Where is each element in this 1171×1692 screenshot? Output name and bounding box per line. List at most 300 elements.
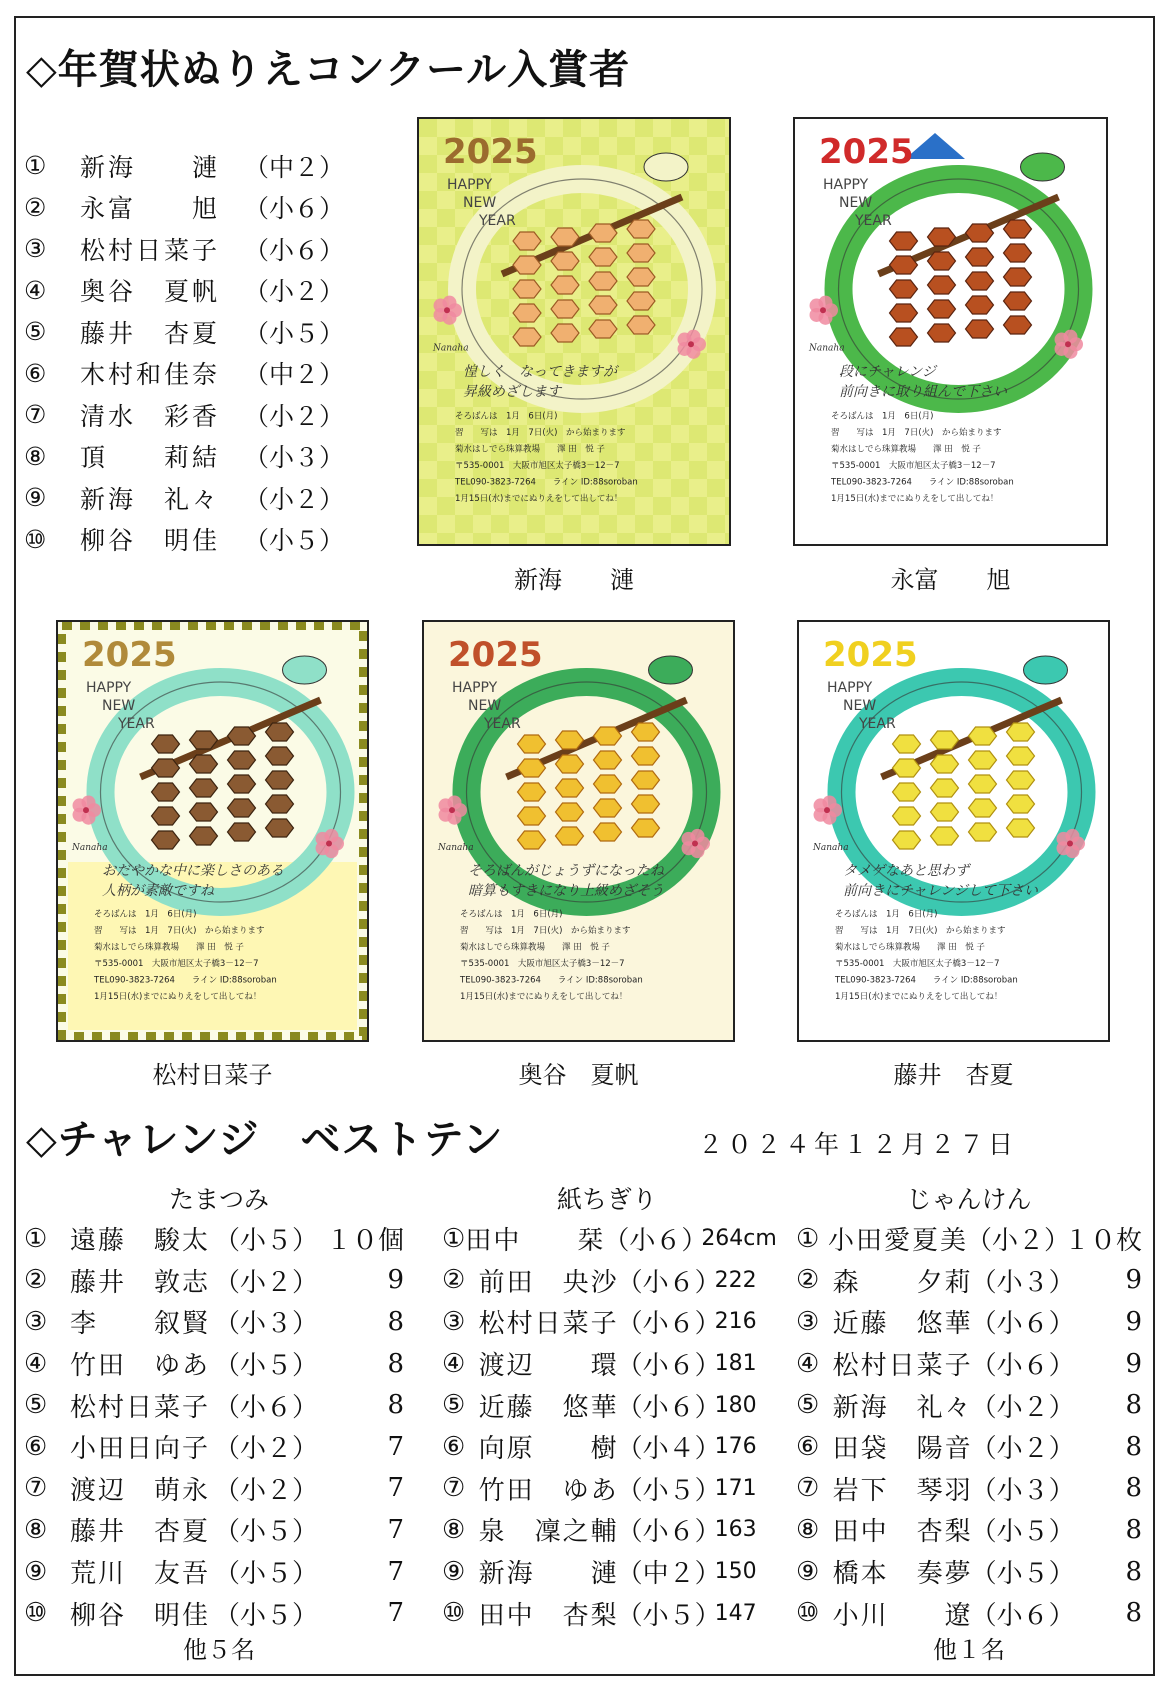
rank-mark: ④ <box>442 1348 466 1379</box>
card-info-line: 菊水はしでら珠算教場 澤 田 悦 子 <box>94 942 244 953</box>
rank-mark: ⑦ <box>24 1473 48 1504</box>
abacus-bead <box>931 731 959 749</box>
card-caption: 永富 旭 <box>890 566 1011 594</box>
abacus-bead <box>632 819 660 837</box>
rank-mark: ⑥ <box>24 358 47 388</box>
abacus-bead <box>969 799 997 817</box>
card-wish: 段にチャレンジ <box>839 364 936 381</box>
score-value: 8 <box>1125 1431 1142 1462</box>
abacus-bead <box>266 723 294 741</box>
rank-mark: ① <box>24 151 47 181</box>
rank-mark: ⑩ <box>24 1598 48 1629</box>
card-greeting: HAPPY <box>823 177 869 193</box>
rank-mark: ② <box>24 192 47 222</box>
entrant-name: 李 叙賢 <box>70 1309 211 1340</box>
rank-mark: ③ <box>796 1306 820 1337</box>
card-1 <box>417 117 731 546</box>
card-info-line: 菊水はしでら珠算教場 澤 田 悦 子 <box>455 444 605 455</box>
ranking-row <box>796 1551 1142 1593</box>
card-illustration <box>58 622 367 1040</box>
score-value: 8 <box>1125 1514 1142 1545</box>
card-info-line: TEL090-3823-7264 ライン ID:88soroban <box>455 477 638 488</box>
abacus-bead <box>551 276 579 294</box>
card-greeting: NEW <box>839 195 873 211</box>
abacus-bead <box>594 823 622 841</box>
winner-row <box>24 228 344 270</box>
card-info-line: 〒535-0001 大阪市旭区太子橋3－12－7 <box>455 461 620 472</box>
entrant-grade: （小４） <box>616 1434 721 1465</box>
score-value: 7 <box>387 1556 404 1587</box>
winner-grade: （中２） <box>244 360 345 390</box>
abacus-bead <box>627 244 655 262</box>
winner-grade: （小６） <box>244 235 345 265</box>
abacus-bead <box>928 276 956 294</box>
rank-mark: ④ <box>24 275 47 305</box>
score-value: 9 <box>1125 1348 1142 1379</box>
card-caption: 松村日菜子 <box>152 1061 273 1089</box>
rank-mark: ⑧ <box>442 1514 466 1545</box>
card-illustration <box>795 119 1106 544</box>
entrant-name: 泉 凜之輔 <box>478 1517 619 1548</box>
abacus-bead <box>551 252 579 270</box>
abacus-bead <box>551 300 579 318</box>
winner-row <box>24 311 344 353</box>
entrant-name: 小田日向子 <box>70 1434 211 1465</box>
entrant-grade: （小２） <box>214 1267 319 1298</box>
abacus-bead <box>556 827 584 845</box>
entrant-name: 向原 樹 <box>478 1434 619 1465</box>
entrant-grade: （小２） <box>965 1226 1070 1257</box>
rank-mark: ⑦ <box>796 1473 820 1504</box>
card-greeting: HAPPY <box>827 680 873 696</box>
entrant-grade: （小５） <box>214 1351 319 1382</box>
card-signature: Nanaha <box>438 842 474 853</box>
card-year: 2025 <box>443 132 538 172</box>
winner-name: 藤井 杏夏 <box>80 318 221 348</box>
ranking-row <box>442 1384 772 1426</box>
ranking-row <box>442 1218 777 1260</box>
rank-mark: ⑨ <box>796 1556 820 1587</box>
entrant-grade: （中２） <box>616 1559 721 1590</box>
entrant-name: 竹田 ゆあ <box>478 1475 619 1506</box>
ranking-row <box>24 1301 414 1343</box>
entrant-grade: （小５） <box>970 1517 1075 1548</box>
card-illustration <box>424 622 733 1040</box>
card-signature: Nanaha <box>72 842 108 853</box>
abacus-bead <box>893 807 921 825</box>
winner-row <box>24 436 344 478</box>
abacus-bead <box>594 727 622 745</box>
abacus-bead <box>890 304 918 322</box>
score-value: 9 <box>1125 1306 1142 1337</box>
entrant-name: 田中 杏梨 <box>478 1600 619 1631</box>
winner-grade: （小２） <box>244 401 345 431</box>
abacus-bead <box>890 328 918 346</box>
card-caption: 奥谷 夏帆 <box>518 1061 639 1089</box>
card-info-line: 〒535-0001 大阪市旭区太子橋3－12－7 <box>835 959 1000 970</box>
entrant-grade: （小２） <box>214 1475 319 1506</box>
ranking-row <box>24 1426 414 1468</box>
winner-row <box>24 145 344 187</box>
abacus-bead <box>551 228 579 246</box>
entrant-grade: （小５） <box>616 1475 721 1506</box>
column-kamichigiri <box>442 1180 777 1666</box>
card-info-line: そろばんは 1月 6日(月) <box>94 909 197 920</box>
card-info-line: 菊水はしでら珠算教場 澤 田 悦 子 <box>460 942 610 953</box>
abacus-bead <box>228 751 256 769</box>
entrant-name: 小田愛夏美 <box>827 1226 968 1257</box>
abacus-bead <box>632 723 660 741</box>
winner-grade: （小５） <box>244 526 345 556</box>
card-greeting: NEW <box>468 698 502 714</box>
date-label: ２０２４年１２月２７日 <box>698 1130 1018 1159</box>
entrant-name: 松村日菜子 <box>70 1392 211 1423</box>
entrant-name: 藤井 杏夏 <box>70 1517 211 1548</box>
ranking-row <box>796 1384 1142 1426</box>
abacus-bead <box>627 220 655 238</box>
score-value: 7 <box>387 1431 404 1462</box>
ranking-row <box>442 1301 772 1343</box>
abacus-bead <box>1004 244 1032 262</box>
abacus-bead <box>228 727 256 745</box>
abacus-bead <box>627 292 655 310</box>
rank-mark: ⑩ <box>442 1598 466 1629</box>
card-info-line: そろばんは 1月 6日(月) <box>831 411 934 422</box>
column-title: じゃんけん <box>906 1185 1032 1214</box>
entrant-grade: （小６） <box>970 1351 1075 1382</box>
abacus-bead <box>966 272 994 290</box>
abacus-bead <box>966 320 994 338</box>
ranking-row <box>796 1218 1142 1260</box>
entrant-grade: （小２） <box>214 1434 319 1465</box>
abacus-bead <box>632 747 660 765</box>
entrant-name: 荒川 友吾 <box>70 1559 211 1590</box>
winner-name: 新海 漣 <box>80 152 221 182</box>
abacus-bead <box>513 280 541 298</box>
score-value: 163 <box>714 1517 757 1543</box>
ranking-row <box>24 1260 414 1302</box>
score-value: 222 <box>714 1267 757 1293</box>
abacus-bead <box>228 823 256 841</box>
rank-mark: ⑥ <box>796 1431 820 1462</box>
abacus-bead <box>969 775 997 793</box>
rank-mark: ⑤ <box>24 317 47 347</box>
abacus-bead <box>1004 268 1032 286</box>
abacus-bead <box>589 320 617 338</box>
entrant-name: 遠藤 駿太 <box>70 1226 211 1257</box>
winner-grade: （小６） <box>244 194 345 224</box>
entrant-grade: （小６） <box>970 1309 1075 1340</box>
abacus-bead <box>518 783 546 801</box>
card-greeting: YEAR <box>118 716 155 732</box>
rank-mark: ⑨ <box>24 1556 48 1587</box>
card-info-line: 菊水はしでら珠算教場 澤 田 悦 子 <box>831 444 981 455</box>
card-year: 2025 <box>819 132 914 172</box>
card-info-line: 習 写は 1月 7日(火) から始まります <box>94 926 265 937</box>
abacus-bead <box>556 803 584 821</box>
abacus-bead <box>928 252 956 270</box>
abacus-bead <box>190 779 218 797</box>
abacus-bead <box>1007 819 1035 837</box>
abacus-bead <box>893 783 921 801</box>
abacus-bead <box>594 751 622 769</box>
card-info-line: TEL090-3823-7264 ライン ID:88soroban <box>831 477 1014 488</box>
card-info-line: 1月15日(水)までにぬりえをして出してね！ <box>455 494 623 505</box>
column-tamatsumi <box>24 1180 414 1666</box>
entrant-name: 近藤 悠華 <box>832 1309 973 1340</box>
card-year: 2025 <box>823 635 918 675</box>
rank-mark: ① <box>442 1223 466 1254</box>
card-wish: 前向きに取り組んで下さい <box>839 384 1007 401</box>
ranking-row <box>442 1551 772 1593</box>
abacus-bead <box>152 735 180 753</box>
entrant-grade: （小２） <box>970 1392 1075 1423</box>
abacus-bead <box>1007 723 1035 741</box>
card-wish: タメゲなあと思わず <box>843 862 969 879</box>
entrant-name: 柳谷 明佳 <box>70 1600 211 1631</box>
winner-row <box>24 353 344 395</box>
abacus-bead <box>518 735 546 753</box>
entrant-grade: （小５） <box>214 1517 319 1548</box>
abacus-bead <box>513 328 541 346</box>
card-info-line: 菊水はしでら珠算教場 澤 田 悦 子 <box>835 942 985 953</box>
card-greeting: YEAR <box>855 213 892 229</box>
entrant-grade: （小３） <box>970 1475 1075 1506</box>
card-info-line: そろばんは 1月 6日(月) <box>455 411 558 422</box>
ranking-row <box>24 1592 414 1634</box>
winner-grade: （中２） <box>244 152 345 182</box>
entrant-grade: （小６） <box>214 1392 319 1423</box>
card-greeting: YEAR <box>859 716 896 732</box>
card-3 <box>56 620 369 1042</box>
abacus-bead <box>969 823 997 841</box>
abacus-bead <box>152 759 180 777</box>
entrant-name: 新海 礼々 <box>832 1392 973 1423</box>
entrant-grade: （小５） <box>214 1226 319 1257</box>
ranking-row <box>24 1384 414 1426</box>
score-value: 8 <box>387 1306 404 1337</box>
card-caption: 新海 漣 <box>514 566 634 594</box>
entrant-name: 松村日菜子 <box>478 1309 619 1340</box>
card-info-line: 習 写は 1月 7日(火) から始まります <box>835 926 1006 937</box>
rank-mark: ⑨ <box>24 483 47 513</box>
winner-grade: （小５） <box>244 318 345 348</box>
abacus-bead <box>969 751 997 769</box>
abacus-bead <box>969 727 997 745</box>
abacus-bead <box>589 296 617 314</box>
abacus-bead <box>966 248 994 266</box>
rank-mark: ③ <box>24 234 47 264</box>
entrant-name: 橋本 奏夢 <box>832 1559 973 1590</box>
entrant-name: 藤井 敦志 <box>70 1267 211 1298</box>
abacus-bead <box>513 256 541 274</box>
winner-name: 柳谷 明佳 <box>80 526 221 556</box>
card-info-line: 〒535-0001 大阪市旭区太子橋3－12－7 <box>94 959 259 970</box>
abacus-bead <box>190 755 218 773</box>
rank-mark: ⑩ <box>796 1598 820 1629</box>
abacus-bead <box>190 731 218 749</box>
winner-name: 新海 礼々 <box>80 484 221 514</box>
entrant-name: 小川 遼 <box>832 1600 973 1631</box>
abacus-bead <box>228 775 256 793</box>
entrant-name: 田袋 陽音 <box>832 1434 973 1465</box>
card-info-line: 1月15日(水)までにぬりえをして出してね！ <box>94 992 262 1003</box>
rank-mark: ③ <box>24 1306 48 1337</box>
card-signature: Nanaha <box>813 842 849 853</box>
card-signature: Nanaha <box>809 343 845 354</box>
column-title: 紙ちぎり <box>556 1185 657 1214</box>
abacus-bead <box>966 224 994 242</box>
score-value: 216 <box>714 1309 757 1335</box>
score-value: 9 <box>387 1265 404 1296</box>
ranking-row <box>442 1343 772 1385</box>
abacus-bead <box>1007 795 1035 813</box>
ranking-row <box>24 1468 414 1510</box>
score-value: 7 <box>387 1473 404 1504</box>
abacus-bead <box>928 300 956 318</box>
card-2 <box>793 117 1108 546</box>
winner-name: 木村和佳奈 <box>80 360 221 390</box>
card-info-line: 1月15日(水)までにぬりえをして出してね！ <box>460 992 628 1003</box>
card-wish: 昇級めざします <box>463 384 561 401</box>
ranking-row <box>442 1592 772 1634</box>
card-greeting: HAPPY <box>86 680 132 696</box>
abacus-bead <box>152 783 180 801</box>
card-5 <box>797 620 1110 1042</box>
winner-row <box>24 394 344 436</box>
abacus-bead <box>551 324 579 342</box>
winner-name: 松村日菜子 <box>80 235 221 265</box>
card-wish: おだやかな中に楽しさのある <box>102 862 284 879</box>
entrant-name: 松村日菜子 <box>832 1351 973 1382</box>
winner-name: 頂 莉結 <box>80 443 221 473</box>
abacus-bead <box>190 803 218 821</box>
abacus-bead <box>627 316 655 334</box>
card-wish: 前向きにチャレンジして下さい <box>843 882 1038 899</box>
score-value: 181 <box>714 1351 757 1377</box>
others-count: 他５名 <box>183 1635 255 1664</box>
rank-mark: ④ <box>796 1348 820 1379</box>
card-illustration <box>419 119 729 544</box>
rank-mark: ⑩ <box>24 524 47 554</box>
abacus-bead <box>518 807 546 825</box>
abacus-bead <box>152 831 180 849</box>
entrant-name: 渡辺 環 <box>478 1351 619 1382</box>
abacus-bead <box>632 771 660 789</box>
abacus-bead <box>890 280 918 298</box>
winner-row <box>24 477 344 519</box>
entrant-name: 竹田 ゆあ <box>70 1351 211 1382</box>
abacus-bead <box>266 771 294 789</box>
card-greeting: HAPPY <box>452 680 498 696</box>
rank-mark: ⑧ <box>24 1514 48 1545</box>
ranking-row <box>442 1260 772 1302</box>
score-value: 9 <box>1125 1265 1142 1296</box>
entrant-grade: （小５） <box>214 1559 319 1590</box>
winners-list <box>24 145 344 560</box>
ranking-row <box>24 1218 414 1260</box>
card-info-line: そろばんは 1月 6日(月) <box>835 909 938 920</box>
card-info-line: そろばんは 1月 6日(月) <box>460 909 563 920</box>
rank-mark: ② <box>24 1265 48 1296</box>
rank-mark: ④ <box>24 1348 48 1379</box>
card-illustration <box>799 622 1108 1040</box>
ranking-row <box>24 1509 414 1551</box>
abacus-bead <box>893 831 921 849</box>
abacus-bead <box>513 304 541 322</box>
card-info-line: 〒535-0001 大阪市旭区太子橋3－12－7 <box>831 461 996 472</box>
score-value: 8 <box>1125 1598 1142 1629</box>
abacus-bead <box>513 232 541 250</box>
score-value: 8 <box>1125 1390 1142 1421</box>
abacus-bead <box>893 735 921 753</box>
ranking-row <box>442 1509 772 1551</box>
abacus-bead <box>1007 771 1035 789</box>
entrant-grade: （小２） <box>970 1434 1075 1465</box>
winner-row <box>24 270 344 312</box>
card-year: 2025 <box>82 635 177 675</box>
ranking-row <box>24 1551 414 1593</box>
winner-grade: （小２） <box>244 484 345 514</box>
abacus-bead <box>589 272 617 290</box>
winner-name: 奥谷 夏帆 <box>80 277 221 307</box>
winner-row <box>24 187 344 229</box>
score-value: 180 <box>714 1392 757 1418</box>
card-greeting: NEW <box>463 195 497 211</box>
card-info-line: TEL090-3823-7264 ライン ID:88soroban <box>94 975 277 986</box>
rank-mark: ⑦ <box>24 400 47 430</box>
abacus-bead <box>890 232 918 250</box>
abacus-bead <box>518 759 546 777</box>
winner-row <box>24 519 344 561</box>
abacus-bead <box>556 731 584 749</box>
abacus-bead <box>931 755 959 773</box>
abacus-bead <box>931 803 959 821</box>
entrant-grade: （小６） <box>970 1600 1075 1631</box>
abacus-bead <box>556 755 584 773</box>
rank-mark: ③ <box>442 1306 466 1337</box>
card-info-line: TEL090-3823-7264 ライン ID:88soroban <box>460 975 643 986</box>
entrant-name: 近藤 悠華 <box>478 1392 619 1423</box>
score-value: 150 <box>714 1559 757 1585</box>
ranking-row <box>796 1260 1142 1302</box>
abacus-bead <box>931 827 959 845</box>
others-count: 他１名 <box>933 1635 1005 1664</box>
card-wish: そろばんがじょうずになったね <box>468 862 664 879</box>
card-wish: 人柄が素敵ですね <box>102 882 214 899</box>
score-value: 8 <box>1125 1556 1142 1587</box>
rank-mark: ⑧ <box>24 441 47 471</box>
score-value: １０個 <box>325 1226 404 1257</box>
others-count <box>442 1634 772 1666</box>
winner-grade: （小３） <box>244 443 345 473</box>
abacus-bead <box>518 831 546 849</box>
card-info-line: 〒535-0001 大阪市旭区太子橋3－12－7 <box>460 959 625 970</box>
card-wish: 暗算もすきになり上級めざそう <box>468 882 664 899</box>
rank-mark: ① <box>796 1223 820 1254</box>
abacus-bead <box>190 827 218 845</box>
abacus-bead <box>1004 292 1032 310</box>
abacus-bead <box>152 807 180 825</box>
abacus-bead <box>589 224 617 242</box>
abacus-bead <box>966 296 994 314</box>
abacus-bead <box>632 795 660 813</box>
rank-mark: ⑤ <box>442 1390 466 1421</box>
entrant-grade: （小６） <box>616 1267 721 1298</box>
abacus-bead <box>266 795 294 813</box>
entrant-grade: （小６） <box>603 1226 708 1257</box>
entrant-grade: （小６） <box>616 1309 721 1340</box>
